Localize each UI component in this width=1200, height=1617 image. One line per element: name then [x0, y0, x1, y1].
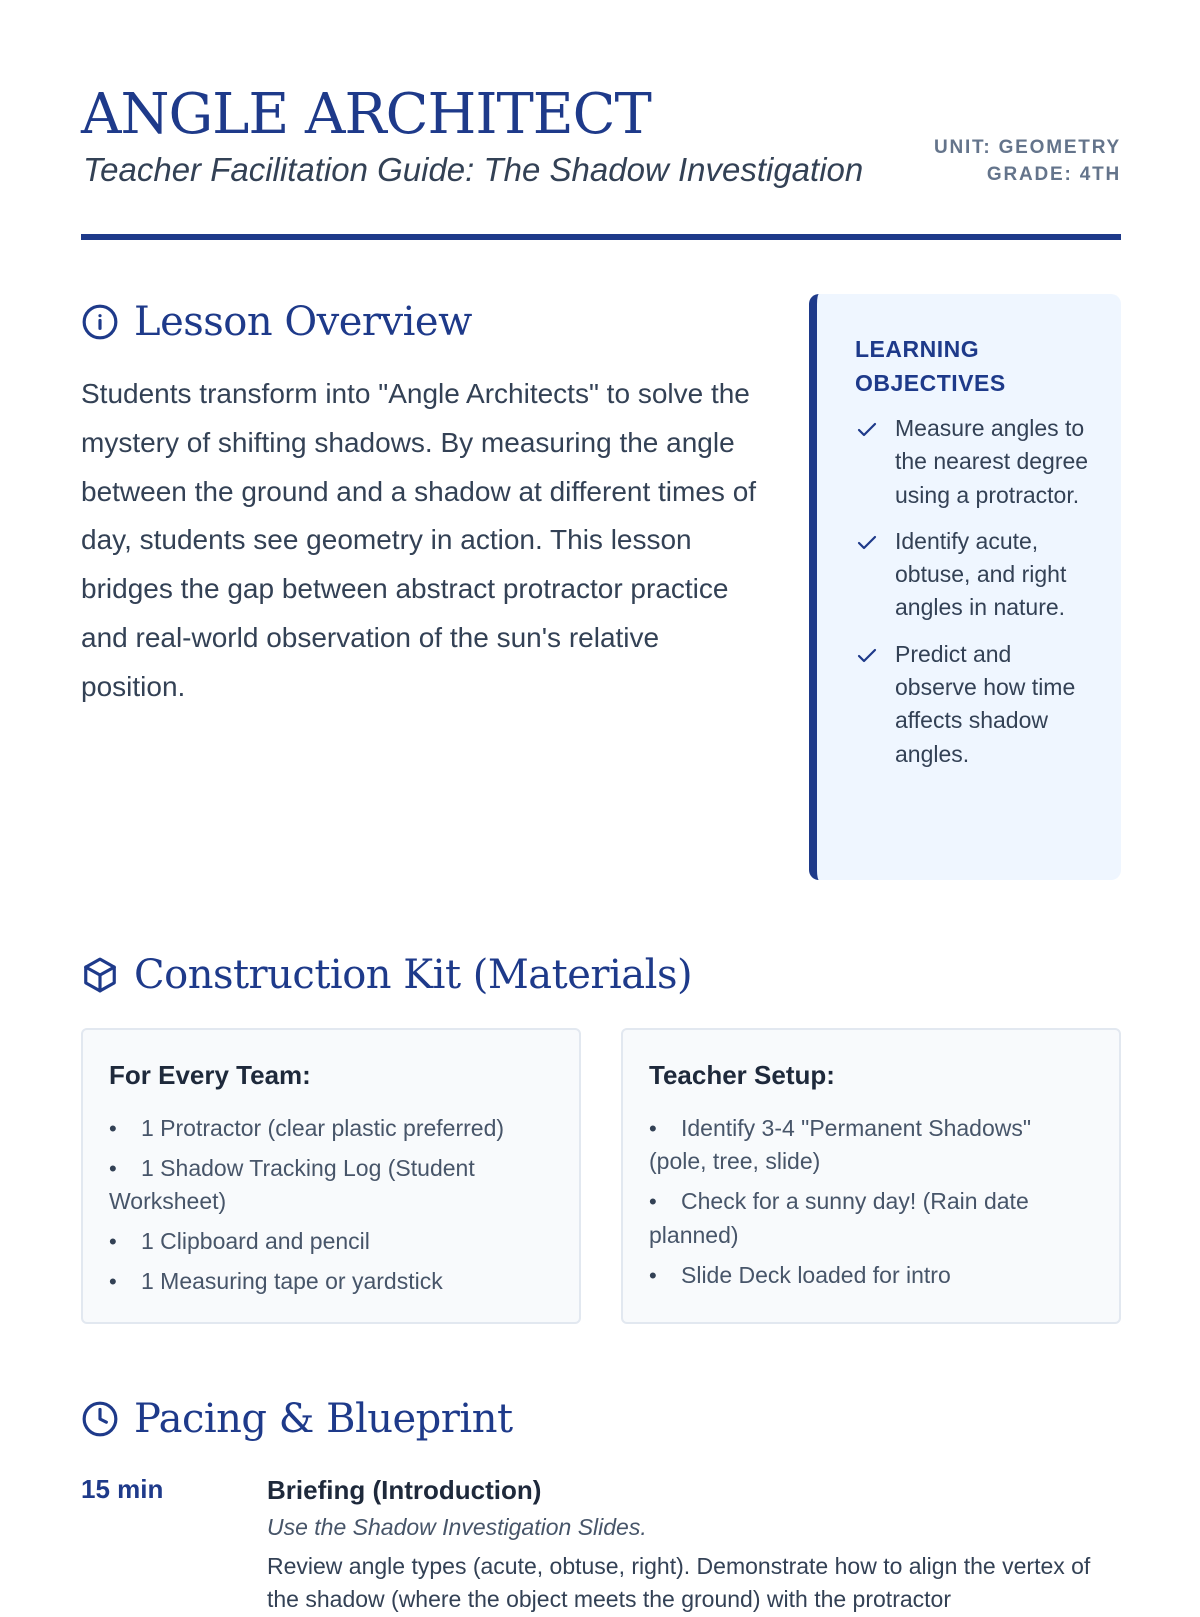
list-item: • Slide Deck loaded for intro — [649, 1261, 951, 1288]
team-materials-card — [81, 1028, 581, 1324]
team-materials-list — [109, 1112, 549, 1305]
objective-item — [855, 525, 1095, 625]
lesson-meta — [934, 134, 1121, 188]
unit-label: UNIT: GEOMETRY — [933, 137, 1121, 158]
list-item-text: 1 Protractor (clear plastic preferred) — [141, 1115, 505, 1141]
materials-heading-text: Construction Kit (Materials) — [134, 952, 693, 998]
page — [81, 0, 1121, 1613]
objective-item — [855, 638, 1095, 771]
pacing-step-title: Briefing (Introduction) — [267, 1475, 542, 1505]
teacher-setup-title: Teacher Setup: — [649, 1060, 835, 1090]
overview-paragraph: Students transform into "Angle Architects" to solve the mystery of shifting shadows. By measuring the angle between the ground and a shadow at different times of day, students see geometry in action. This lesson bridges the gap between abstract protractor practice and real-world observation of the sun's relative position. — [81, 378, 757, 702]
teacher-setup-list — [649, 1112, 1089, 1299]
clock-icon — [81, 1400, 119, 1438]
list-item: • 1 Clipboard and pencil — [109, 1228, 370, 1255]
objectives-title: LEARNING OBJECTIVES — [855, 336, 1006, 396]
objective-item — [855, 412, 1095, 512]
pacing-step-description: Review angle types (acute, obtuse, right). Demonstrate how to align the vertex of the shadow (where the object meets the ground) with the protractor — [267, 1553, 1091, 1613]
header-divider — [81, 234, 1121, 240]
info-icon — [81, 303, 119, 341]
overview-heading — [81, 298, 472, 346]
teacher-setup-card — [621, 1028, 1121, 1324]
page-header — [81, 82, 1121, 240]
list-item-text: Slide Deck loaded for intro — [681, 1261, 951, 1288]
pacing-heading-text: Pacing & Blueprint — [134, 1396, 513, 1442]
check-icon — [855, 531, 879, 555]
objective-text: Predict and observe how time affects shadow angles. — [895, 640, 1076, 767]
list-item: • 1 Shadow Tracking Log (Student Worksheet) — [109, 1154, 475, 1215]
list-item: • Identify 3-4 "Permanent Shadows" (pole, tree, slide) — [649, 1115, 1032, 1175]
grade-label: GRADE: 4TH — [986, 164, 1121, 185]
overview-heading-text: Lesson Overview — [134, 299, 472, 345]
list-item: • 1 Measuring tape or yardstick — [109, 1268, 443, 1295]
pacing-step-note: Use the Shadow Investigation Slides. — [267, 1514, 647, 1540]
cube-icon — [81, 956, 119, 994]
check-icon — [855, 418, 879, 442]
page-subtitle: Teacher Facilitation Guide: The Shadow Investigation — [83, 151, 864, 188]
list-item-text: 1 Measuring tape or yardstick — [141, 1268, 443, 1295]
check-icon — [855, 644, 879, 668]
list-item-text: Identify 3-4 "Permanent Shadows" (pole, tree, slide) — [649, 1115, 1032, 1175]
list-item: • Check for a sunny day! (Rain date planned) — [649, 1188, 1029, 1248]
materials-heading — [81, 951, 692, 999]
pacing-heading — [81, 1395, 513, 1443]
objective-text: Identify acute, obtuse, and right angles in nature. — [895, 527, 1067, 621]
team-materials-title: For Every Team: — [109, 1060, 311, 1090]
objectives-list — [855, 412, 1095, 784]
list-item-text: 1 Clipboard and pencil — [141, 1228, 370, 1255]
pacing-step-time: 15 min — [81, 1474, 164, 1504]
pacing-step — [267, 1474, 1121, 1617]
list-item-text: Check for a sunny day! (Rain date planned) — [649, 1188, 1029, 1248]
list-item: • 1 Protractor (clear plastic preferred) — [109, 1115, 505, 1141]
objective-text: Measure angles to the nearest degree using a protractor. — [895, 415, 1089, 508]
page-title: ANGLE ARCHITECT — [81, 82, 651, 147]
list-item-text: 1 Shadow Tracking Log (Student Worksheet) — [109, 1154, 475, 1215]
learning-objectives-box — [809, 294, 1121, 880]
